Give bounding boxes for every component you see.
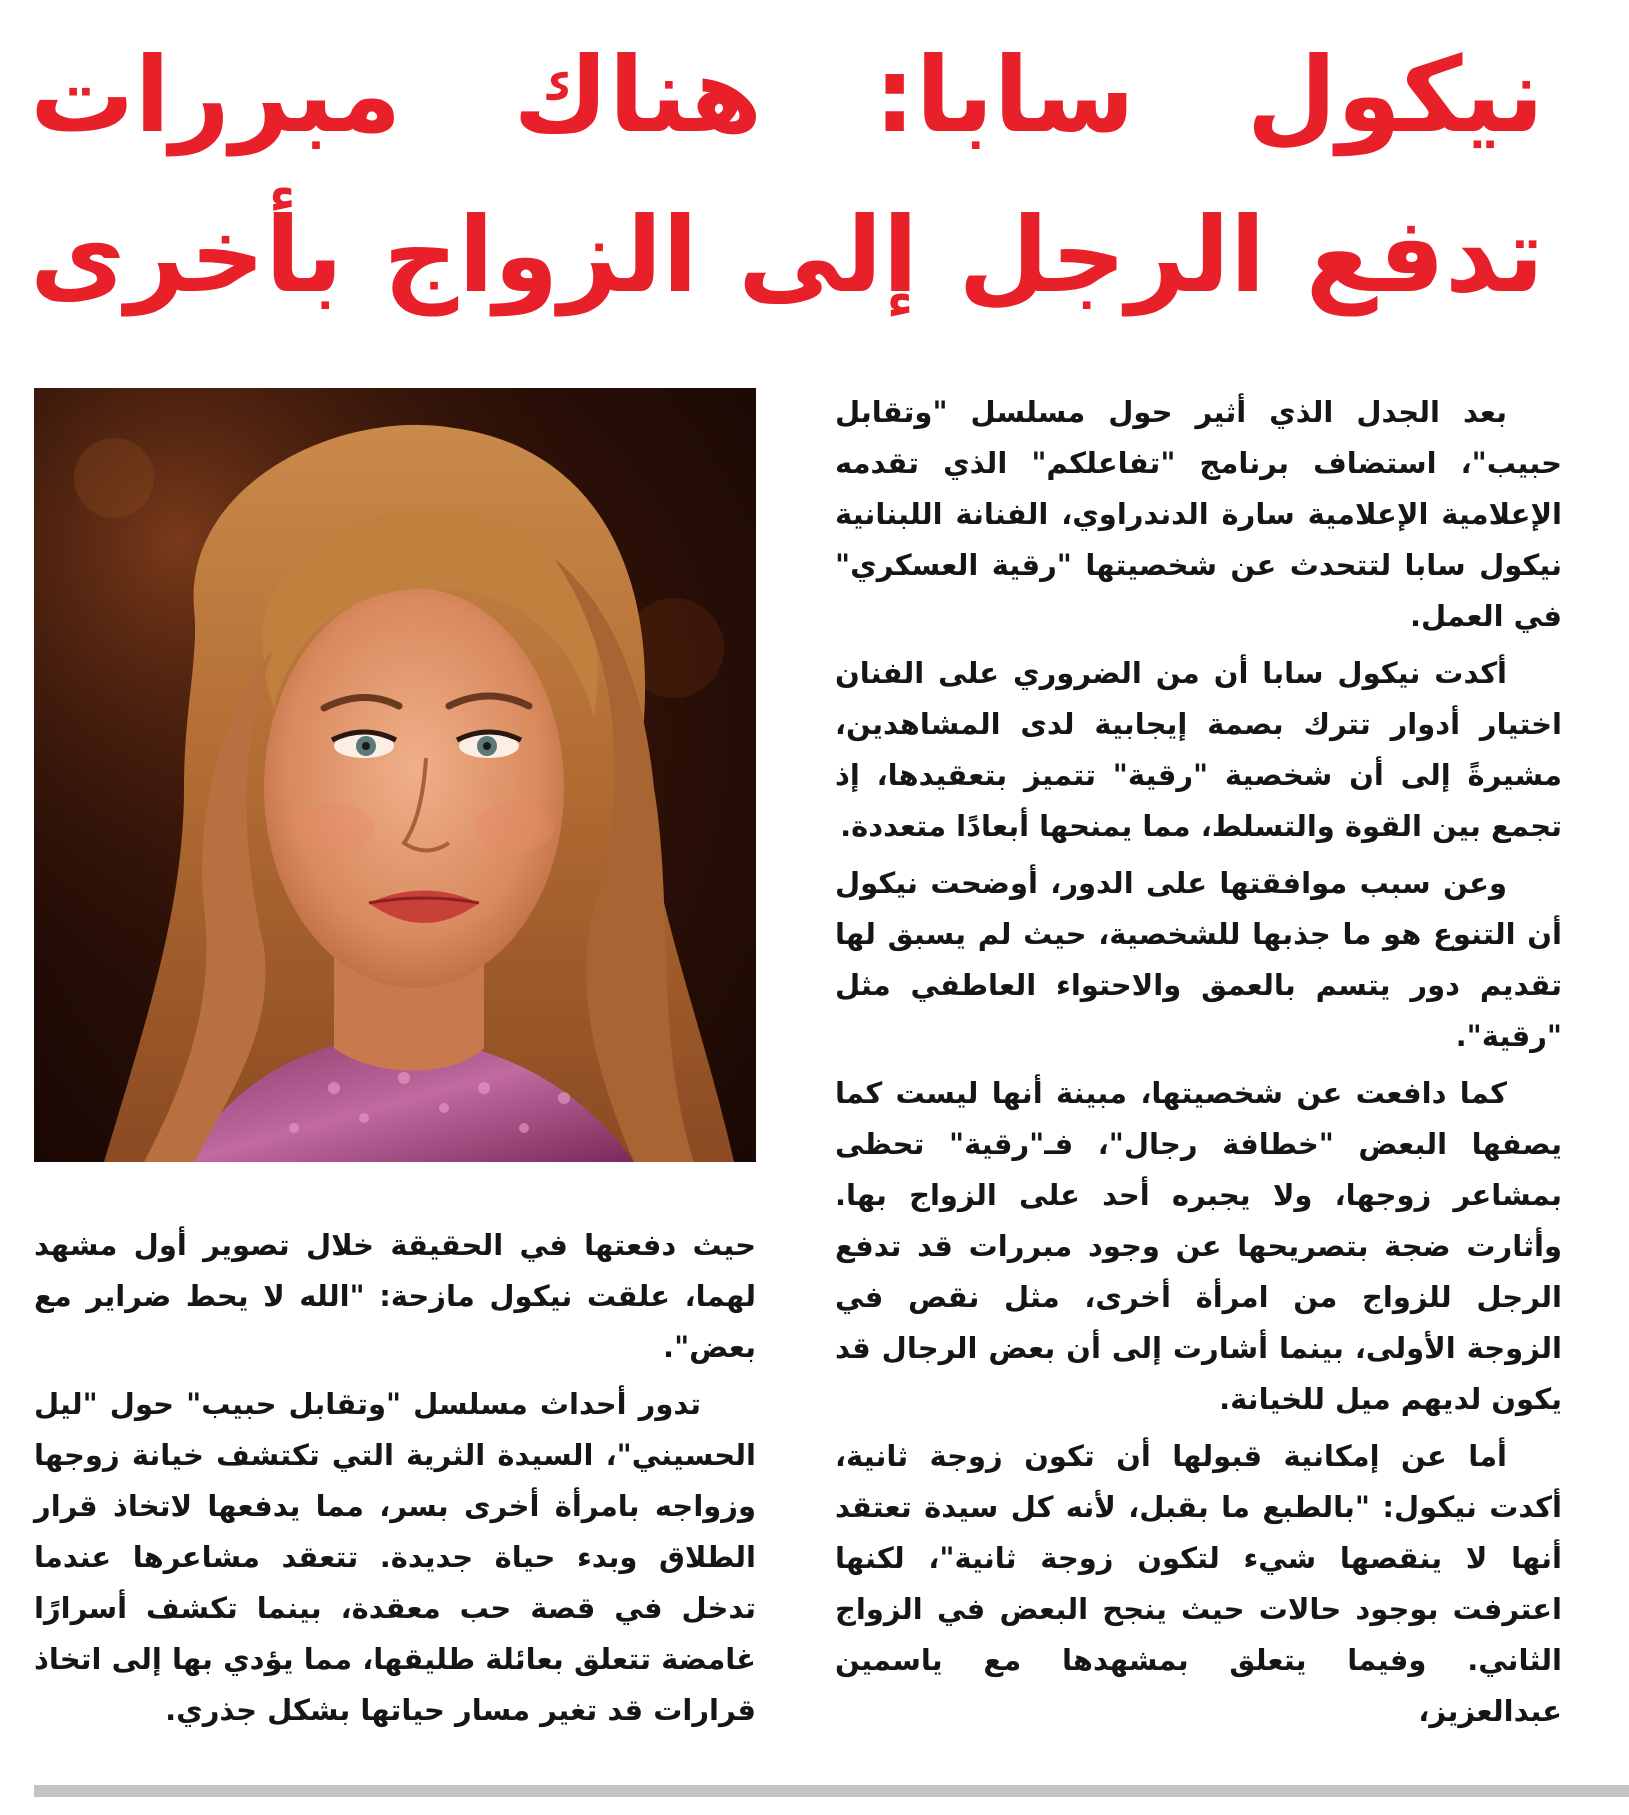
article-right-column (835, 387, 1562, 1737)
article-paragraph: أما عن إمكانية قبولها أن تكون زوجة ثانية، أكدت نيكول: "بالطبع ما بقبل، لأنه كل سيدة تعتقد أنها لا ينقصها شيء لتكون زوجة ثانية"، لكنها اعترفت بوجود حالات حيث ينجح البعض في الزواج الثاني. وفيما يتعلق بمشهدها مع ياسمين عبدالعزيز، (835, 1439, 1562, 1728)
article-paragraph: حيث دفعتها في الحقيقة خلال تصوير أول مشهد لهما، علقت نيكول مازحة: "الله لا يحط ضراير مع بعض". (34, 1228, 756, 1364)
article-paragraph: بعد الجدل الذي أثير حول مسلسل "وتقابل حبيب"، استضاف برنامج "تفاعلكم" الذي تقدمه الإعلامية الإعلامية سارة الدندراوي، الفنانة اللبنانية نيكول سابا لتتحدث عن شخصيتها "رقية العسكري" في العمل. (835, 395, 1562, 633)
article-paragraph: وعن سبب موافقتها على الدور، أوضحت نيكول أن التنوع هو ما جذبها للشخصية، حيث لم يسبق لها تقديم دور يتسم بالعمق والاحتواء العاطفي مثل "رقية". (835, 866, 1562, 1053)
article-left-column (34, 1220, 756, 1736)
portrait-illustration (34, 388, 756, 1162)
bottom-divider (34, 1785, 1629, 1797)
headline-line-2: تدفع الرجل إلى الزواج بأخرى (30, 194, 1544, 316)
headline-line-1: نيكول سابا: هناك مبررات (30, 34, 1544, 156)
portrait-photo (34, 388, 756, 1162)
article-paragraph: تدور أحداث مسلسل "وتقابل حبيب" حول "ليل الحسيني"، السيدة الثرية التي تكتشف خيانة زوجها وزواجه بامرأة أخرى بسر، مما يدفعها لاتخاذ قرار الطلاق وبدء حياة جديدة. تتعقد مشاعرها عندما تدخل في قصة حب معقدة، بينما تكشف أسرارًا غامضة تتعلق بعائلة طليقها، مما يؤدي بها إلى اتخاذ قرارات قد تغير مسار حياتها بشكل جذري. (34, 1387, 756, 1727)
article-paragraph: كما دافعت عن شخصيتها، مبينة أنها ليست كما يصفها البعض "خطافة رجال"، فـ"رقية" تحظى بمشاعر زوجها، ولا يجبره أحد على الزواج بها. وأثارت ضجة بتصريحها عن وجود مبررات قد تدفع الرجل للزواج من امرأة أخرى، مثل نقص في الزوجة الأولى، بينما أشارت إلى أن بعض الرجال قد يكون لديهم ميل للخيانة. (835, 1076, 1562, 1416)
article-paragraph: أكدت نيكول سابا أن من الضروري على الفنان اختيار أدوار تترك بصمة إيجابية لدى المشاهدين، مشيرةً إلى أن شخصية "رقية" تتميز بتعقيدها، إذ تجمع بين القوة والتسلط، مما يمنحها أبعادًا متعددة. (835, 656, 1562, 843)
